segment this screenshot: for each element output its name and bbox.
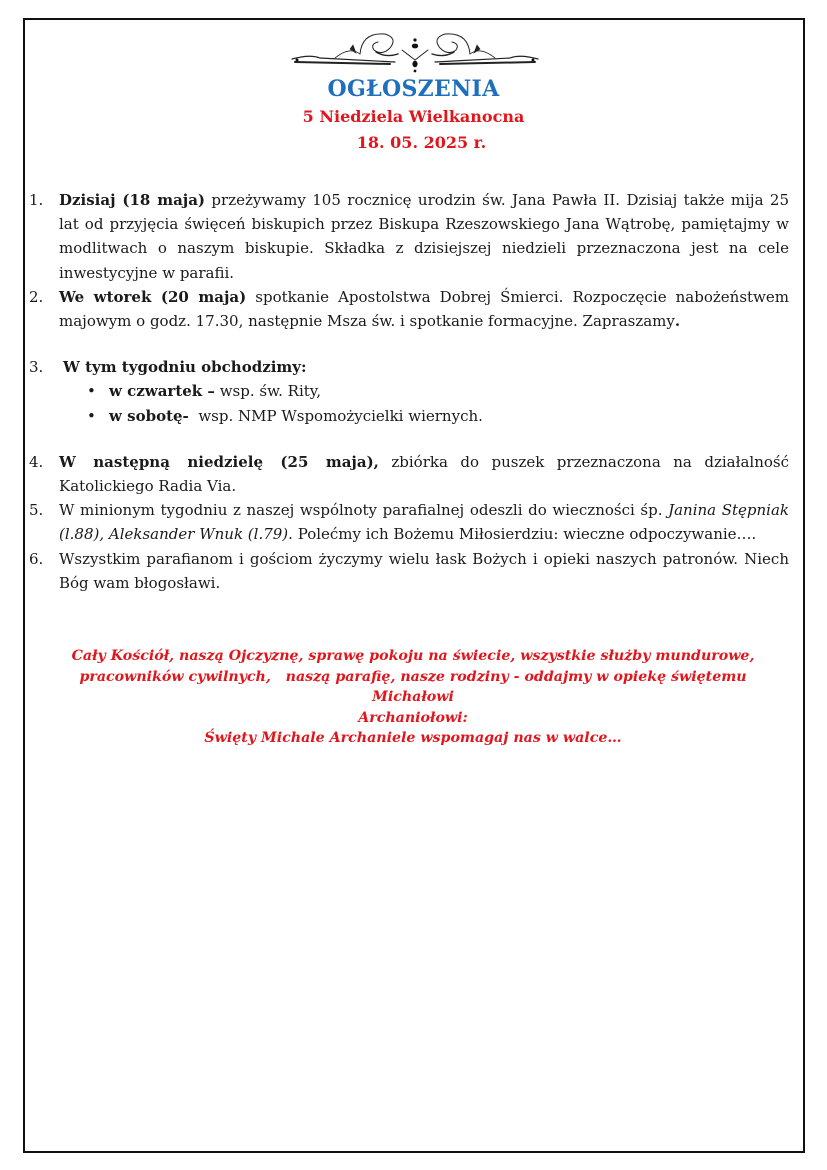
- announcements-list: [29, 188, 789, 595]
- prayer-line-2: pracowników cywilnych, naszą parafię, nasze rodziny - oddajmy w opiekę świętemu Michałowi: [79, 668, 752, 705]
- announcement-item-6: [29, 547, 789, 595]
- announcement-item-3: [29, 355, 789, 428]
- spacer: [29, 428, 789, 450]
- prayer-line-1: Cały Kościół, naszą Ojczyznę, sprawę pokoju na świecie, wszystkie służby mundurowe,: [71, 648, 755, 664]
- feast-name: wsp. NMP Wspomożycielki wiernych.: [188, 406, 483, 425]
- item-number: 4.: [29, 452, 44, 471]
- liturgical-day: 5 Niedziela Wielkanocna: [302, 107, 525, 126]
- announcement-item-1: [29, 188, 789, 285]
- item-text: W minionym tygodniu z naszej wspólnoty parafialnej odeszli do wieczności śp.: [59, 501, 669, 520]
- item-lead: Dzisiaj (18 maja): [59, 191, 206, 209]
- item-text: przeżywamy 105 rocznicę urodzin św. Jana Pawła II. Dzisiaj także mija 25 lat od przyjęcia święceń biskupich przez Biskupa Rzeszowskiego Jana Wątrobę, pamiętajmy w modlitwach o naszym biskupie. Składka z dzisiejszej niedzieli przeznaczona jest na cele inwestycyjne w parafii.: [59, 191, 790, 282]
- spacer: [29, 333, 789, 355]
- announcement-item-5: [29, 498, 789, 546]
- feast-list: [59, 379, 789, 427]
- feast-item: [59, 404, 789, 428]
- page-title: OGŁOSZENIA: [327, 76, 500, 102]
- prayer-line-4: Święty Michale Archaniele wspomagaj nas w walce…: [204, 730, 622, 746]
- deceased-names: Janina Stępniak (l.88), Aleksander Wnuk (l.79): [59, 501, 789, 544]
- closing-prayer: [40, 646, 786, 749]
- item-lead: W następną niedzielę (25 maja),: [59, 452, 379, 471]
- item-number: 6.: [29, 549, 44, 568]
- item-text-end: . Polećmy ich Bożemu Miłosierdziu: wieczne odpoczywanie….: [288, 525, 757, 544]
- feast-item: [59, 379, 789, 403]
- feast-name: wsp. św. Rity,: [214, 382, 322, 401]
- item-text: spotkanie Apostolstwa Dobrej Śmierci. Rozpoczęcie nabożeństwem majowym o godz. 17.30, następnie Msza św. i spotkanie formacyjne. Zapraszamy: [59, 287, 789, 331]
- announcement-date: 18. 05. 2025 r.: [356, 133, 487, 152]
- prayer-line-3: Archaniołowi:: [358, 709, 468, 726]
- feast-day: w sobotę-: [109, 406, 189, 425]
- announcement-item-4: [29, 450, 789, 498]
- item-lead: W tym tygodniu obchodzimy:: [63, 358, 307, 377]
- item-text: Wszystkim parafianom i gościom życzymy wielu łask Bożych i opieki naszych patronów. Niech Bóg wam błogosławi.: [59, 549, 789, 592]
- announcement-item-2: [29, 285, 789, 333]
- item-text: zbiórka do puszek przeznaczona na działalność Katolickiego Radia Via.: [59, 452, 789, 496]
- item-number: 1.: [29, 191, 44, 209]
- item-end: .: [674, 312, 681, 331]
- decorative-flourish-icon: [290, 24, 540, 74]
- item-number: 2.: [29, 287, 44, 306]
- item-number: 3.: [29, 358, 44, 377]
- feast-day: w czwartek –: [109, 382, 215, 401]
- item-number: 5.: [29, 501, 44, 520]
- bullet-icon: •: [87, 406, 96, 425]
- item-lead: We wtorek (20 maja): [59, 287, 247, 306]
- bullet-icon: •: [87, 382, 96, 401]
